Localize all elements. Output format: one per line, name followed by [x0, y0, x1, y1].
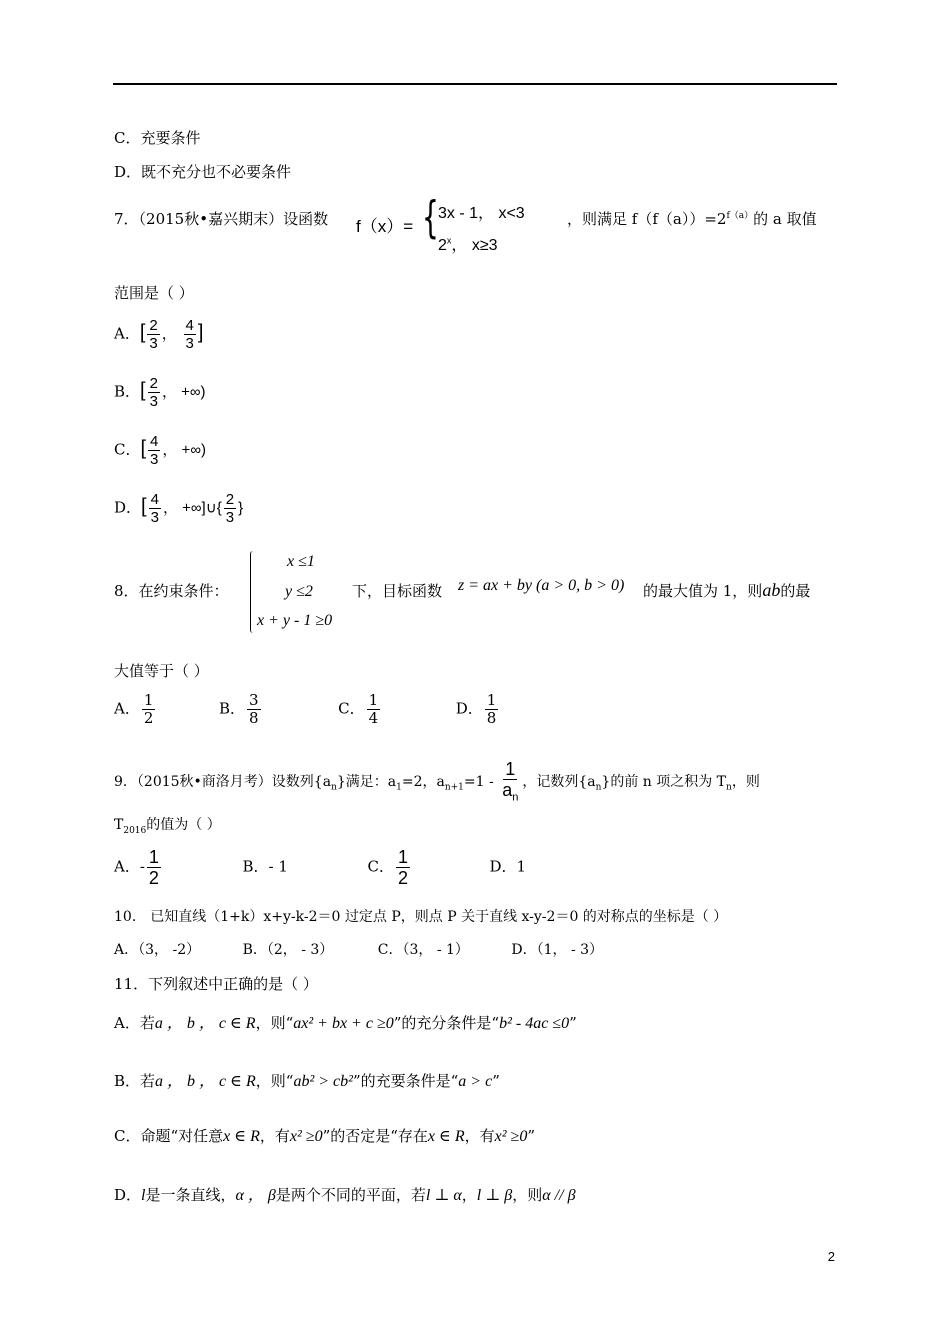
q8-prefix: 8．在约束条件： [114, 582, 229, 600]
q7-option-d: D．[ $\frac{4}{3}$ ， +∞]∪{ $\frac{2}{3}$ } [114, 491, 244, 526]
q8-line2: 大值等于（ ） [114, 662, 209, 680]
q8-mid: 下，目标函数 [352, 582, 443, 600]
q7-option-c: C．[ $\frac{4}{3}$ ， +∞) [114, 433, 207, 468]
q8-suffix: 的最大值为 1，则ab的最 [643, 580, 811, 600]
q8-constraint-2: y ≤2 [285, 583, 313, 600]
q11-option-a: A．若a ， b ， c ∈ R，则“ax² + bx + c ≥0”的充分条件是“b² - 4ac ≤0” [114, 1014, 577, 1032]
q9-options: A．- $\frac{1}{2}$ B．- 1 C． $\frac{1}{2}$ D．1 [114, 847, 527, 888]
q7-fx: f（x）= [356, 217, 414, 236]
q8-options: A． $\frac{1}{2}$ B． $\frac{3}{8}$ C． $\frac{1}{4}$ D． $\frac{1}{8}$ [114, 691, 497, 727]
q9-stem: 9．（2015秋•商洛月考）设数列$\{a_n\}$满足：$a_1=2$，$a_{n+1}=1$ - $\frac{1}{a_n}$ ，记数列$\{a_n\}$的前 n 项之积为 $T_n$，则 [114, 759, 760, 804]
q8-constraint-3: x + y - 1 ≥0 [257, 612, 333, 629]
q11-option-d: D．l是一条直线，α ， β是两个不同的平面，若l ⊥ α，l ⊥ β，则α // β [114, 1186, 576, 1204]
page-number: 2 [827, 1249, 835, 1264]
q7-case2: 2$^x$， x≥3 [438, 235, 498, 254]
q7-suffix: ，则满足 $f(f(a))=2^{f(a)}$的 a 取值 [567, 210, 817, 228]
q9-line2: $T_{2016}$的值为（ ） [114, 817, 221, 836]
q8-constraint-1: x ≤1 [287, 553, 315, 570]
q6-option-c: C．充要条件 [114, 129, 201, 147]
q10-stem: 10． 已知直线（1+k）x+y-k-2＝0 过定点 P，则点 P 关于直线 x-y-2＝0 的对称点的坐标是（ ） [114, 909, 728, 925]
q10-options: A．（3， -2） B．（2， - 3） C．（3， - 1） D．（1， - 3） [114, 942, 604, 958]
q8-brace [250, 551, 253, 633]
q7-brace: { [422, 192, 439, 243]
q11-stem: 11．下列叙述中正确的是（ ） [114, 975, 318, 993]
header-rule [113, 83, 837, 85]
q8-objective: z = ax + by (a > 0, b > 0) [458, 577, 625, 594]
q7-option-b: B．[ $\frac{2}{3}$ ， +∞) [114, 375, 206, 410]
q7-stem [114, 208, 328, 229]
q7-line2: 范围是（ ） [114, 284, 194, 302]
q6-option-d: D．既不充分也不必要条件 [114, 163, 292, 181]
q11-option-b: B．若a ， b ， c ∈ R，则“ab² > cb²”的充要条件是“a > c” [114, 1072, 500, 1090]
q7-case1: 3x - 1， x<3 [438, 205, 525, 222]
q7-option-a: A．[ $\frac{2}{3}$ ， $\frac{4}{3}$ ] [114, 317, 204, 352]
q11-option-c: C．命题“对任意x ∈ R，有x² ≥0”的否定是“存在x ∈ R，有x² ≥0” [114, 1127, 536, 1145]
q7-prefix: 7．（2015秋•嘉兴期末）设函数 [114, 210, 329, 228]
